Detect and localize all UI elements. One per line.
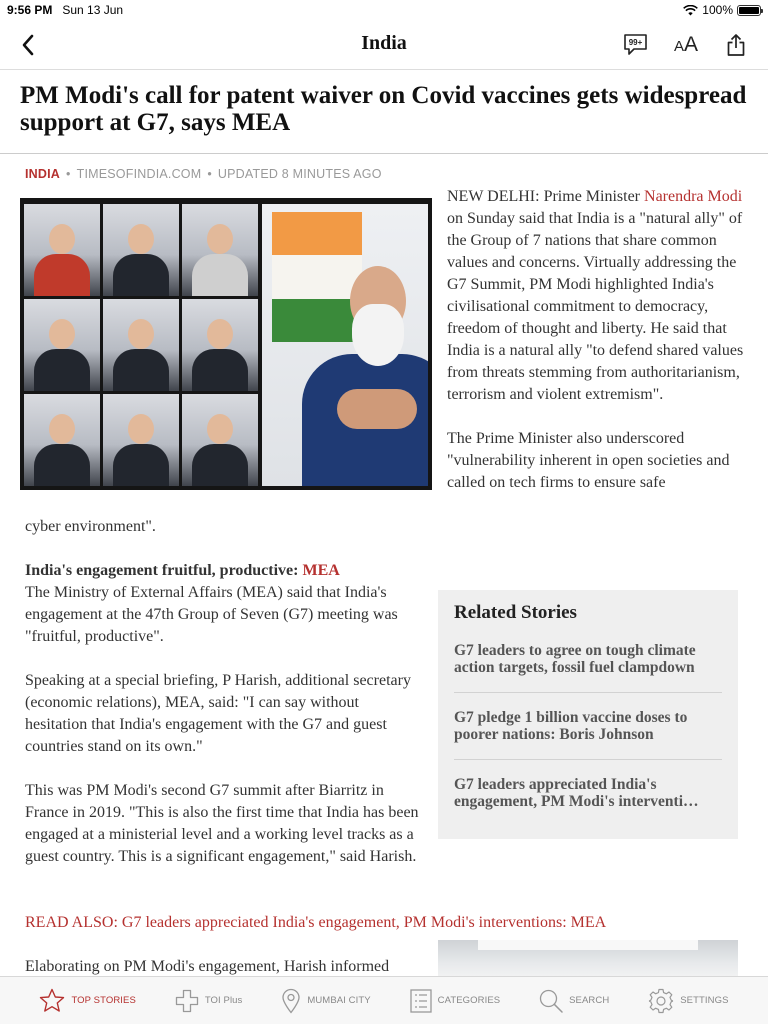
- article-paragraph: The Prime Minister also underscored "vulnerability inherent in open societies and called on tech firms to ensure safe: [447, 430, 730, 491]
- photo-tile: [24, 394, 100, 486]
- article-paragraph: Elaborating on PM Modi's engagement, Harish informed: [25, 958, 390, 975]
- related-story-item[interactable]: G7 leaders appreciated India's engagement, PM Modi's interventi…: [454, 776, 699, 810]
- photo-tile: [24, 299, 100, 391]
- nav-title: India: [361, 32, 407, 54]
- plus-icon: [175, 989, 199, 1013]
- comments-button[interactable]: [622, 32, 650, 58]
- status-bar: [0, 0, 768, 20]
- tab-categories[interactable]: CATEGORIES: [410, 989, 501, 1013]
- source-label: TIMESOFINDIA.COM: [76, 167, 202, 181]
- photo-tile: [182, 299, 258, 391]
- status-right: [683, 3, 761, 17]
- list-icon: [410, 989, 432, 1013]
- photo-tile: [103, 299, 179, 391]
- bottom-tab-bar: [0, 976, 768, 1024]
- section-label[interactable]: INDIA: [25, 167, 61, 181]
- font-size-button[interactable]: [672, 32, 700, 58]
- related-stories-panel: [438, 590, 738, 839]
- article-paragraph: Speaking at a special briefing, P Harish, additional secretary (economic relations), MEA, said: "I can say without hesitation that India's engagement with the G7 and guest countries stand on its own.": [25, 672, 411, 755]
- mea-link[interactable]: MEA: [302, 562, 340, 579]
- photo-tile: [182, 204, 258, 296]
- meta-separator: •: [66, 167, 71, 181]
- inline-photo[interactable]: [438, 940, 738, 980]
- location-pin-icon: [281, 988, 301, 1014]
- article-paragraph: The Ministry of External Affairs (MEA) said that India's engagement at the 47th Group of Seven (G7) meeting was "fruitful, productive".: [25, 584, 398, 645]
- flag-graphic: [272, 212, 362, 342]
- star-icon: [39, 988, 65, 1013]
- share-icon: [726, 33, 746, 57]
- photo-tile: [182, 394, 258, 486]
- photo-tile: [103, 394, 179, 486]
- article-paragraph: NEW DELHI: Prime Minister Narendra Modi on Sunday said that India is a "natural ally" of the Group of 7 nations that share common values and concerns. Virtually addressing the G7 Summit, PM Modi highlighted India's civilisational commitment to democracy, freedom of thought and liberty. He said that India is a natural ally "to defend shared values from threats stemming from authoritarianism, terrorism and violent extremism".: [447, 188, 744, 403]
- updated-label: UPDATED 8 MINUTES AGO: [217, 167, 382, 181]
- wifi-icon: [683, 5, 698, 16]
- speaker-beard: [352, 304, 404, 366]
- font-size-icon: AA: [673, 33, 699, 56]
- article-headline: PM Modi's call for patent waiver on Covid vaccines gets widespread support at G7, says MEA: [20, 82, 747, 136]
- chevron-left-icon: [21, 34, 35, 56]
- tab-settings[interactable]: SETTINGS: [648, 988, 728, 1014]
- tab-toi-plus[interactable]: TOI Plus: [175, 989, 243, 1013]
- article-body-left: [25, 560, 425, 890]
- comments-badge: 99+: [628, 38, 643, 47]
- tab-mumbai-city[interactable]: MUMBAI CITY: [281, 988, 370, 1014]
- article-body-right: [447, 186, 747, 516]
- nav-actions: [622, 32, 750, 58]
- gear-icon: [648, 988, 674, 1014]
- share-button[interactable]: [722, 32, 750, 58]
- photo-tile: [24, 204, 100, 296]
- read-also-link[interactable]: READ ALSO: G7 leaders appreciated India's engagement, PM Modi's interventions: MEA: [25, 914, 607, 931]
- article-subheading: India's engagement fruitful, productive: MEA: [25, 562, 340, 579]
- photo-main-speaker: [262, 204, 428, 486]
- narendra-modi-link[interactable]: Narendra Modi: [644, 188, 743, 205]
- battery-icon: [737, 5, 761, 16]
- back-button[interactable]: [16, 32, 40, 58]
- battery-percent: 100%: [702, 3, 733, 17]
- related-story-item[interactable]: G7 pledge 1 billion vaccine doses to poorer nations: Boris Johnson: [454, 709, 722, 760]
- status-time: 9:56 PM: [7, 3, 53, 17]
- article-meta: [25, 167, 382, 181]
- article-paragraph: This was PM Modi's second G7 summit after Biarritz in France in 2019. "This is also the first time that India has been engaged at a ministerial level and a working level tracks as a guest country. This is a significant engagement," said Harish.: [25, 782, 419, 865]
- meta-separator: •: [207, 167, 212, 181]
- related-stories-title: Related Stories: [454, 602, 577, 623]
- article-photo[interactable]: [20, 198, 432, 490]
- headline-divider: [0, 153, 768, 154]
- related-story-item[interactable]: G7 leaders to agree on tough climate action targets, fossil fuel clampdown: [454, 642, 722, 693]
- search-icon: [539, 989, 563, 1013]
- comment-icon: [623, 33, 649, 57]
- speaker-hands: [337, 389, 417, 429]
- status-date: Sun 13 Jun: [62, 3, 124, 17]
- photo-tile: [103, 204, 179, 296]
- photo-leaders-grid: [24, 204, 258, 486]
- tab-search[interactable]: SEARCH: [539, 989, 609, 1013]
- tab-top-stories[interactable]: TOP STORIES: [39, 988, 135, 1013]
- article-paragraph-continuation: cyber environment".: [25, 518, 156, 535]
- nav-bar: [0, 20, 768, 70]
